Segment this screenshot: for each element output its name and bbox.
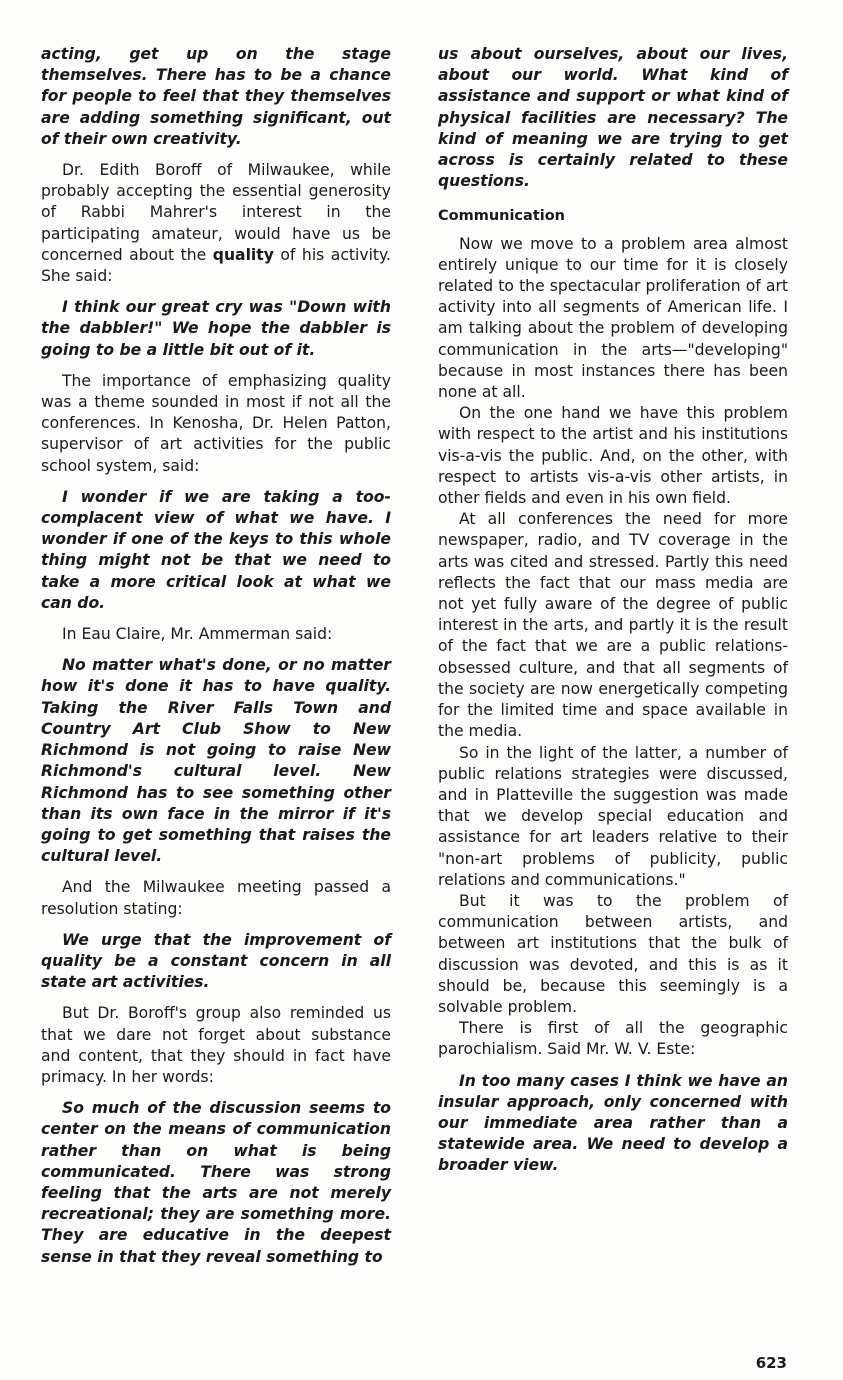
right-column — [438, 44, 788, 1187]
paragraph-quality-theme: The importance of emphasizing quality was a theme sounded in most if not all the conferences. In Kenosha, Dr. Helen Patton, supervisor of art activities for the public school system, said: — [41, 371, 391, 475]
quote-dabbler: I think our great cry was "Down with the dabbler!" We hope the dabbler is going to be a little bit out of it. — [41, 298, 391, 359]
quote-resolution: We urge that the improvement of quality be a constant concern in all state art activities. — [41, 930, 391, 992]
quote-continuation: acting, get up on the stage themselves. There has to be a chance for people to feel that they themselves are adding something significant, out of their own creativity. — [41, 45, 391, 148]
paragraph-eau-claire: In Eau Claire, Mr. Ammerman said: — [62, 625, 333, 644]
quote-patton: I wonder if we are taking a too-complacent view of what we have. I wonder if one of the keys to this whole thing might not be that we need to take a more critical look at what we can do. — [41, 487, 391, 612]
paragraph-text: of his activity. She said: — [41, 245, 391, 286]
paragraph-communication-artists: But it was to the problem of communication between artists, and between art institutions that the bulk of discussion was devoted, and this is as it should be, because this seemingly is a solvable problem. — [438, 891, 788, 1016]
paragraph-communication-intro: Now we move to a problem area almost entirely unique to our time for it is closely related to the spectacular proliferation of art activity into all segments of American life. I am talking about the problem of developing communication in the arts—"developing" because in most instances there has been none at all. — [438, 234, 788, 402]
quote-ammerman: No matter what's done, or no matter how it's done it has to have quality. Taking the River Falls Town and Country Art Club Show to New Richmond is not going to raise New Richmond's cultural level. New Richmond has to see something other than its own face in the mirror if it's going to get something that raises the cultural level. — [41, 656, 391, 866]
paragraph-milwaukee-resolution: And the Milwaukee meeting passed a resolution stating: — [41, 878, 391, 918]
paragraph-artist-public: On the one hand we have this problem with respect to the artist and his institutions vis-a-vis the public. And, on the other, with respect to artists vis-a-vis other artists, in other fields and even in his own field. — [438, 404, 788, 508]
paragraph-parochialism: There is first of all the geographic parochialism. Said Mr. W. V. Este: — [438, 1019, 788, 1059]
left-column — [41, 44, 391, 1268]
emphasis-quality: quality — [212, 245, 274, 264]
page-number: 623 — [755, 1354, 787, 1372]
quote-boroff-words: So much of the discussion seems to center on the means of communication rather than on what is being communicated. There was strong feeling that the arts are not merely recreational; they are something more. They are educative in the deepest sense in that they reveal something to — [41, 1099, 391, 1266]
quote-continuation-right: us about ourselves, about our lives, about our world. What kind of assistance and support or what kind of physical facilities are necessary? The kind of meaning we are trying to get across is certainly related to these questions. — [438, 45, 788, 191]
paragraph-text: Dr. Edith Boroff of Milwaukee, while probably accepting the essential generosity of Rabbi Mahrer's interest in the participating amateur, would have us be concerned about the — [41, 161, 391, 264]
paragraph-pr-strategies: So in the light of the latter, a number of public relations strategies were discussed, and in Platteville the suggestion was made that we develop special education and assistance for art leaders relative to their "non-art problems of publicity, public relations and communications." — [438, 743, 788, 889]
paragraph-boroff-intro — [41, 160, 391, 287]
paragraph-media-coverage: At all conferences the need for more newspaper, radio, and TV coverage in the arts was cited and stressed. Partly this need reflects the fact that our mass media are not yet fully aware of the degree of public interest in the arts, and partly it is the result of the fact that we are a public relations-obsessed culture, and that all segments of the society are now energetically competing for the limited time and space available in the media. — [438, 510, 788, 741]
section-heading-communication: Communication — [438, 208, 566, 225]
paragraph-boroff-group: But Dr. Boroff's group also reminded us that we dare not forget about substance and content, that they should in fact have primacy. In her words: — [41, 1004, 391, 1086]
quote-este: In too many cases I think we have an insular approach, only concerned with our immediate area rather than a statewide area. We need to develop a broader view. — [438, 1071, 788, 1175]
